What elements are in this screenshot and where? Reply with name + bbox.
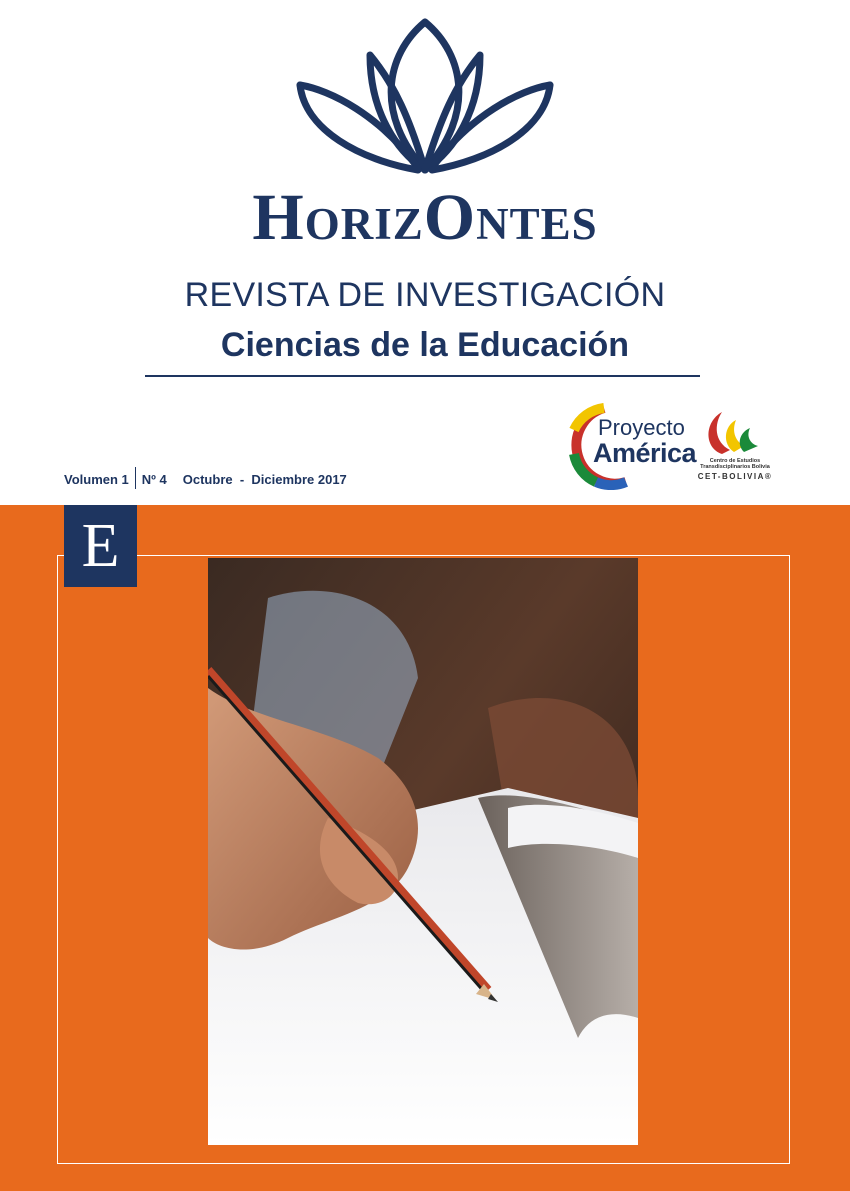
- issue-number: Nº 4: [141, 472, 167, 487]
- cover-photo-writing-hand: [208, 558, 638, 1145]
- issue-volume: Volumen 1: [64, 472, 129, 487]
- journal-brand-name: [0, 180, 850, 256]
- brand-letters-ntes: NTES: [476, 199, 598, 249]
- journal-section-title: Ciencias de la Educación: [220, 326, 630, 364]
- cet-acronym: CET-BOLIVIA®: [697, 472, 773, 481]
- lotus-icon: [290, 10, 560, 190]
- issue-info: [64, 472, 347, 489]
- brand-letter-h: H: [252, 181, 305, 254]
- issue-period: Octubre - Diciembre 2017: [182, 472, 347, 487]
- america-label: América: [593, 438, 697, 468]
- issue-separator: [135, 467, 136, 489]
- proyecto-label: Proyecto: [598, 415, 685, 440]
- cet-full-name: Centro de Estudios Transdisciplinarios Bolivia: [700, 458, 770, 470]
- journal-subtitle: REVISTA DE INVESTIGACIÓN: [184, 276, 666, 314]
- brand-letters-oriz: ORIZ: [304, 199, 424, 249]
- brand-letter-o: O: [423, 181, 477, 254]
- section-letter-badge: E: [64, 505, 137, 587]
- cet-bolivia-logo: [700, 408, 764, 456]
- title-divider: [145, 375, 700, 377]
